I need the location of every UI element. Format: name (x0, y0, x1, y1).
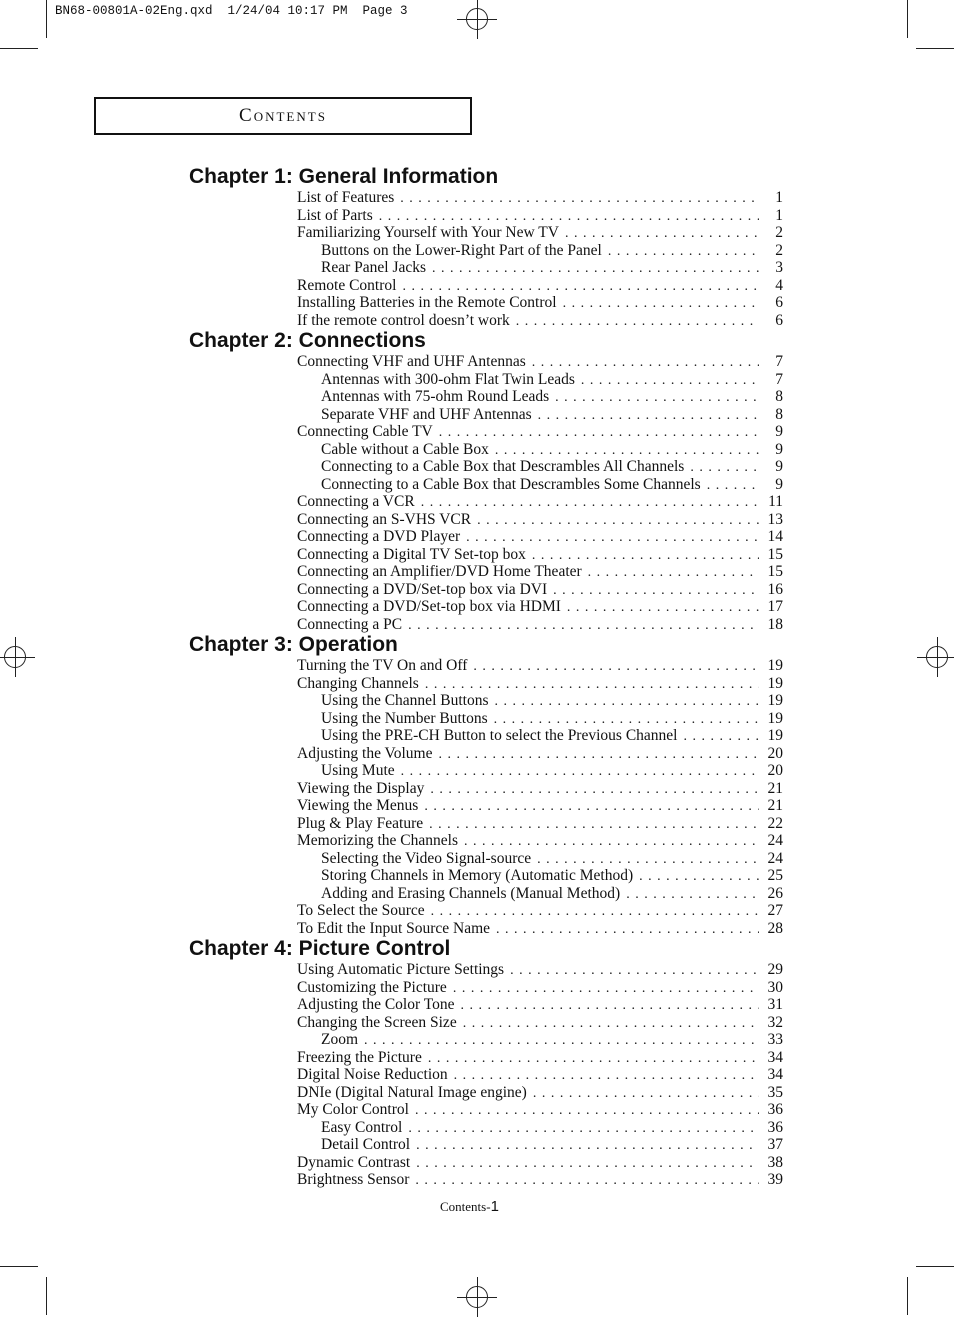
registration-mark-top (466, 8, 488, 30)
toc-page-number: 17 (767, 598, 783, 615)
toc-page-number: 21 (767, 797, 783, 814)
toc-entry-title: Antennas with 300-ohm Flat Twin Leads (321, 370, 575, 388)
crop-mark-bottom-right-v (907, 1277, 908, 1315)
toc-entry-title: List of Features (297, 189, 395, 206)
dot-leader (639, 868, 759, 886)
toc-page-number: 26 (767, 884, 783, 902)
toc-entry-title: Installing Batteries in the Remote Control (297, 294, 557, 311)
toc-subentry (321, 242, 783, 260)
dot-leader (415, 1172, 759, 1190)
toc-entry (297, 312, 783, 330)
toc-entry (297, 616, 783, 634)
toc-page-number: 34 (767, 1048, 783, 1066)
dot-leader (431, 903, 759, 921)
toc-subentry (321, 406, 783, 424)
toc-page-number: 39 (767, 1171, 783, 1188)
dot-leader (424, 798, 759, 816)
toc-subentry (321, 388, 783, 406)
toc-page-number: 20 (767, 744, 783, 762)
dot-leader (402, 278, 759, 296)
toc-page-number: 18 (767, 615, 783, 633)
toc-entry-title: Zoom (321, 1031, 359, 1048)
dot-leader (477, 512, 759, 530)
toc-entry-title: Adjusting the Volume (297, 744, 433, 762)
toc-entry-title: Separate VHF and UHF Antennas (321, 405, 532, 423)
toc-entry-title: DNIe (Digital Natural Image engine) (297, 1083, 527, 1101)
dot-leader (415, 1102, 759, 1120)
toc-subentry (321, 850, 783, 868)
toc-entry-title: Using the Channel Buttons (321, 692, 489, 709)
toc-entry-title: Adjusting the Color Tone (297, 996, 455, 1013)
toc-page-number: 27 (767, 902, 783, 919)
dot-leader (421, 494, 759, 512)
toc-entry (297, 528, 783, 546)
dot-leader (408, 1120, 759, 1138)
toc-page-number: 7 (775, 353, 783, 370)
toc-entry-title: Viewing the Menus (297, 797, 419, 814)
toc-subentry (321, 1119, 783, 1137)
dot-leader (466, 529, 759, 547)
toc-page-number: 31 (767, 996, 783, 1013)
dot-leader (432, 260, 759, 278)
toc-entry-title: Using Automatic Picture Settings (297, 961, 505, 978)
dot-leader (588, 564, 759, 582)
toc-page-number: 34 (767, 1066, 783, 1083)
toc-entry (297, 780, 783, 798)
chapter-heading: Chapter 4: Picture Control (189, 937, 451, 960)
toc-entry-title: Connecting a DVD/Set-top box via DVI (297, 580, 548, 598)
toc-subentry (321, 259, 783, 277)
toc-subentry (321, 692, 783, 710)
toc-page-number: 24 (767, 849, 783, 867)
toc-entry (297, 657, 783, 675)
toc-entry (297, 598, 783, 616)
toc-entry-title: Detail Control (321, 1136, 411, 1153)
toc-entry-title: Storing Channels in Memory (Automatic Method) (321, 867, 634, 884)
dot-leader (707, 477, 759, 495)
registration-mark-right (926, 646, 948, 668)
dot-leader (364, 1032, 759, 1050)
dot-leader (553, 582, 759, 600)
dot-leader (626, 886, 759, 904)
toc-entry-title: Connecting VHF and UHF Antennas (297, 353, 526, 370)
toc-page-number: 30 (767, 978, 783, 996)
toc-entry (297, 902, 783, 920)
toc-entry (297, 675, 783, 693)
dot-leader (416, 1155, 759, 1173)
toc-entry-title: Digital Noise Reduction (297, 1066, 448, 1083)
dot-leader (581, 372, 759, 390)
toc-entry-title: Changing the Screen Size (297, 1013, 457, 1031)
toc-page-number: 19 (767, 674, 783, 692)
toc-entry-title: Connecting to a Cable Box that Descrambles All Channels (321, 458, 685, 475)
toc-entry (297, 920, 783, 938)
dot-leader (454, 1067, 759, 1085)
toc-page-number: 6 (775, 311, 783, 329)
toc-page-number: 2 (775, 224, 783, 241)
toc-entry (297, 1014, 783, 1032)
dot-leader (608, 243, 759, 261)
dot-leader (494, 711, 759, 729)
page-footer (440, 1198, 499, 1215)
toc-page-number: 29 (767, 961, 783, 978)
chapter-heading: Chapter 3: Operation (189, 633, 398, 656)
toc-entry-title: Easy Control (321, 1118, 403, 1136)
toc-page-number: 36 (767, 1118, 783, 1136)
toc-page-number: 19 (767, 657, 783, 674)
toc-entry (297, 511, 783, 529)
dot-leader (453, 980, 759, 998)
toc-entry-title: Buttons on the Lower-Right Part of the Panel (321, 241, 602, 259)
toc-page-number: 15 (767, 545, 783, 563)
chapter-heading: Chapter 2: Connections (189, 329, 426, 352)
toc-page-number: 14 (767, 528, 783, 545)
toc-entry-title: Familiarizing Yourself with Your New TV (297, 224, 559, 241)
dot-leader (565, 225, 759, 243)
toc-entry (297, 1049, 783, 1067)
toc-page-number: 19 (767, 727, 783, 744)
dot-leader (425, 676, 759, 694)
toc-entry-title: Connecting an S-VHS VCR (297, 510, 472, 528)
toc-entry-title: Brightness Sensor (297, 1171, 410, 1188)
dot-leader (463, 1015, 759, 1033)
contents-header-box (94, 97, 472, 135)
toc-entry (297, 224, 783, 242)
toc-entry-title: Using Mute (321, 762, 395, 779)
toc-entry-title: Remote Control (297, 276, 397, 294)
toc-page-number: 35 (767, 1083, 783, 1101)
contents-title: Contents (239, 105, 327, 126)
toc-page-number: 25 (767, 867, 783, 884)
toc-entry (297, 353, 783, 371)
toc-entry (297, 563, 783, 581)
crop-mark-top-left-v (46, 0, 47, 38)
dot-leader (683, 728, 759, 746)
toc-entry-title: Plug & Play Feature (297, 814, 424, 832)
dot-leader (400, 190, 759, 208)
toc-subentry (321, 441, 783, 459)
toc-entry-title: Rear Panel Jacks (321, 259, 427, 276)
dot-leader (555, 389, 759, 407)
toc-page-number: 37 (767, 1136, 783, 1153)
toc-entry-title: Connecting a DVD Player (297, 528, 461, 545)
registration-mark-left (4, 646, 26, 668)
toc-entry-title: Adding and Erasing Channels (Manual Method) (321, 884, 621, 902)
toc-page-number: 22 (767, 814, 783, 832)
dot-leader (532, 547, 759, 565)
toc-page-number: 19 (767, 692, 783, 709)
dot-leader (533, 1085, 759, 1103)
toc-entry-title: Memorizing the Channels (297, 832, 458, 849)
toc-subentry (321, 1136, 783, 1154)
toc-page-number: 4 (775, 276, 783, 294)
dot-leader (516, 313, 759, 331)
dot-leader (428, 1050, 759, 1068)
crop-mark-bottom-left-v (46, 1277, 47, 1315)
crop-mark-bottom-right-h (916, 1266, 954, 1267)
crop-mark-bottom-left-h (0, 1266, 38, 1267)
footer-label: Contents- (440, 1199, 491, 1214)
toc-entry-title: Connecting a DVD/Set-top box via HDMI (297, 598, 561, 615)
toc-subentry (321, 867, 783, 885)
toc-entry (297, 207, 783, 225)
toc-entry-title: Changing Channels (297, 674, 419, 692)
toc-entry-title: Cable without a Cable Box (321, 440, 489, 458)
toc-entry-title: Turning the TV On and Off (297, 657, 468, 674)
toc-page-number: 2 (775, 241, 783, 259)
dot-leader (494, 693, 759, 711)
toc-entry-title: Dynamic Contrast (297, 1153, 411, 1171)
toc-page-number: 28 (767, 919, 783, 937)
toc-entry-title: Connecting a VCR (297, 493, 415, 510)
toc-entry-title: Viewing the Display (297, 779, 425, 797)
toc-page-number: 8 (775, 388, 783, 405)
toc-page-number: 16 (767, 580, 783, 598)
toc-entry (297, 961, 783, 979)
toc-page-number: 6 (775, 294, 783, 311)
print-slug: BN68-00801A-02Eng.qxd 1/24/04 10:17 PM Page 3 (55, 4, 408, 18)
toc-entry-title: Connecting an Amplifier/DVD Home Theater (297, 563, 582, 580)
crop-mark-top-right-v (907, 0, 908, 38)
toc-subentry (321, 1031, 783, 1049)
toc-entry (297, 979, 783, 997)
toc-entry-title: My Color Control (297, 1101, 409, 1118)
table-of-contents (189, 165, 789, 1189)
dot-leader (429, 816, 759, 834)
dot-leader (416, 1137, 759, 1155)
dot-leader (510, 962, 759, 980)
dot-leader (379, 208, 759, 226)
toc-entry-title: To Select the Source (297, 902, 425, 919)
toc-entry-title: Connecting a Digital TV Set-top box (297, 545, 526, 563)
toc-entry-title: Selecting the Video Signal-source (321, 849, 532, 867)
toc-entry (297, 745, 783, 763)
toc-entry-title: Freezing the Picture (297, 1048, 422, 1066)
toc-entry (297, 546, 783, 564)
dot-leader (495, 442, 759, 460)
chapter-heading: Chapter 1: General Information (189, 165, 499, 188)
toc-entry (297, 423, 783, 441)
dot-leader (439, 746, 760, 764)
toc-subentry (321, 710, 783, 728)
toc-page-number: 33 (767, 1031, 783, 1048)
dot-leader (690, 459, 759, 477)
toc-page-number: 36 (767, 1101, 783, 1118)
dot-leader (538, 407, 759, 425)
toc-page-number: 20 (767, 762, 783, 779)
toc-page-number: 9 (775, 440, 783, 458)
toc-page-number: 32 (767, 1013, 783, 1031)
toc-entry (297, 1154, 783, 1172)
toc-entry (297, 832, 783, 850)
toc-subentry (321, 885, 783, 903)
toc-entry (297, 1066, 783, 1084)
toc-subentry (321, 371, 783, 389)
toc-page-number: 3 (775, 259, 783, 276)
toc-page-number: 15 (767, 563, 783, 580)
toc-entry-title: Connecting a PC (297, 615, 403, 633)
toc-page-number: 11 (768, 493, 783, 510)
dot-leader (401, 763, 759, 781)
toc-entry-title: List of Parts (297, 206, 373, 224)
toc-entry-title: Using the PRE-CH Button to select the Previous Channel (321, 727, 678, 744)
toc-subentry (321, 727, 783, 745)
toc-page-number: 19 (767, 709, 783, 727)
toc-entry (297, 277, 783, 295)
toc-page-number: 8 (775, 405, 783, 423)
toc-page-number: 7 (775, 370, 783, 388)
toc-entry (297, 1171, 783, 1189)
dot-leader (532, 354, 759, 372)
toc-entry (297, 996, 783, 1014)
toc-entry (297, 815, 783, 833)
dot-leader (464, 833, 759, 851)
dot-leader (496, 921, 759, 939)
toc-entry (297, 581, 783, 599)
dot-leader (430, 781, 759, 799)
crop-mark-top-right-h (916, 48, 954, 49)
dot-leader (563, 295, 759, 313)
toc-entry (297, 294, 783, 312)
toc-page-number: 13 (767, 510, 783, 528)
toc-entry-title: Connecting to a Cable Box that Descrambles Some Channels (321, 475, 701, 493)
toc-entry (297, 797, 783, 815)
toc-entry (297, 493, 783, 511)
toc-page-number: 38 (767, 1153, 783, 1171)
dot-leader (567, 599, 759, 617)
dot-leader (461, 997, 760, 1015)
toc-entry-title: Connecting Cable TV (297, 423, 433, 440)
crop-mark-top-left-h (0, 48, 38, 49)
toc-subentry (321, 476, 783, 494)
toc-page-number: 21 (767, 779, 783, 797)
toc-entry (297, 1084, 783, 1102)
toc-entry-title: To Edit the Input Source Name (297, 919, 491, 937)
toc-page-number: 9 (775, 423, 783, 440)
toc-page-number: 24 (767, 832, 783, 849)
dot-leader (439, 424, 759, 442)
dot-leader (537, 851, 759, 869)
toc-entry (297, 189, 783, 207)
footer-page-number: 1 (490, 1198, 499, 1215)
toc-subentry (321, 762, 783, 780)
dot-leader (473, 658, 759, 676)
toc-entry (297, 1101, 783, 1119)
toc-entry-title: If the remote control doesn’t work (297, 311, 510, 329)
toc-entry-title: Antennas with 75-ohm Round Leads (321, 388, 550, 405)
toc-page-number: 1 (775, 189, 783, 206)
toc-page-number: 9 (775, 458, 783, 475)
dot-leader (408, 617, 759, 635)
toc-page-number: 1 (775, 206, 783, 224)
toc-entry-title: Using the Number Buttons (321, 709, 488, 727)
toc-page-number: 9 (775, 475, 783, 493)
registration-mark-bottom (466, 1286, 488, 1308)
toc-subentry (321, 458, 783, 476)
toc-entry-title: Customizing the Picture (297, 978, 447, 996)
